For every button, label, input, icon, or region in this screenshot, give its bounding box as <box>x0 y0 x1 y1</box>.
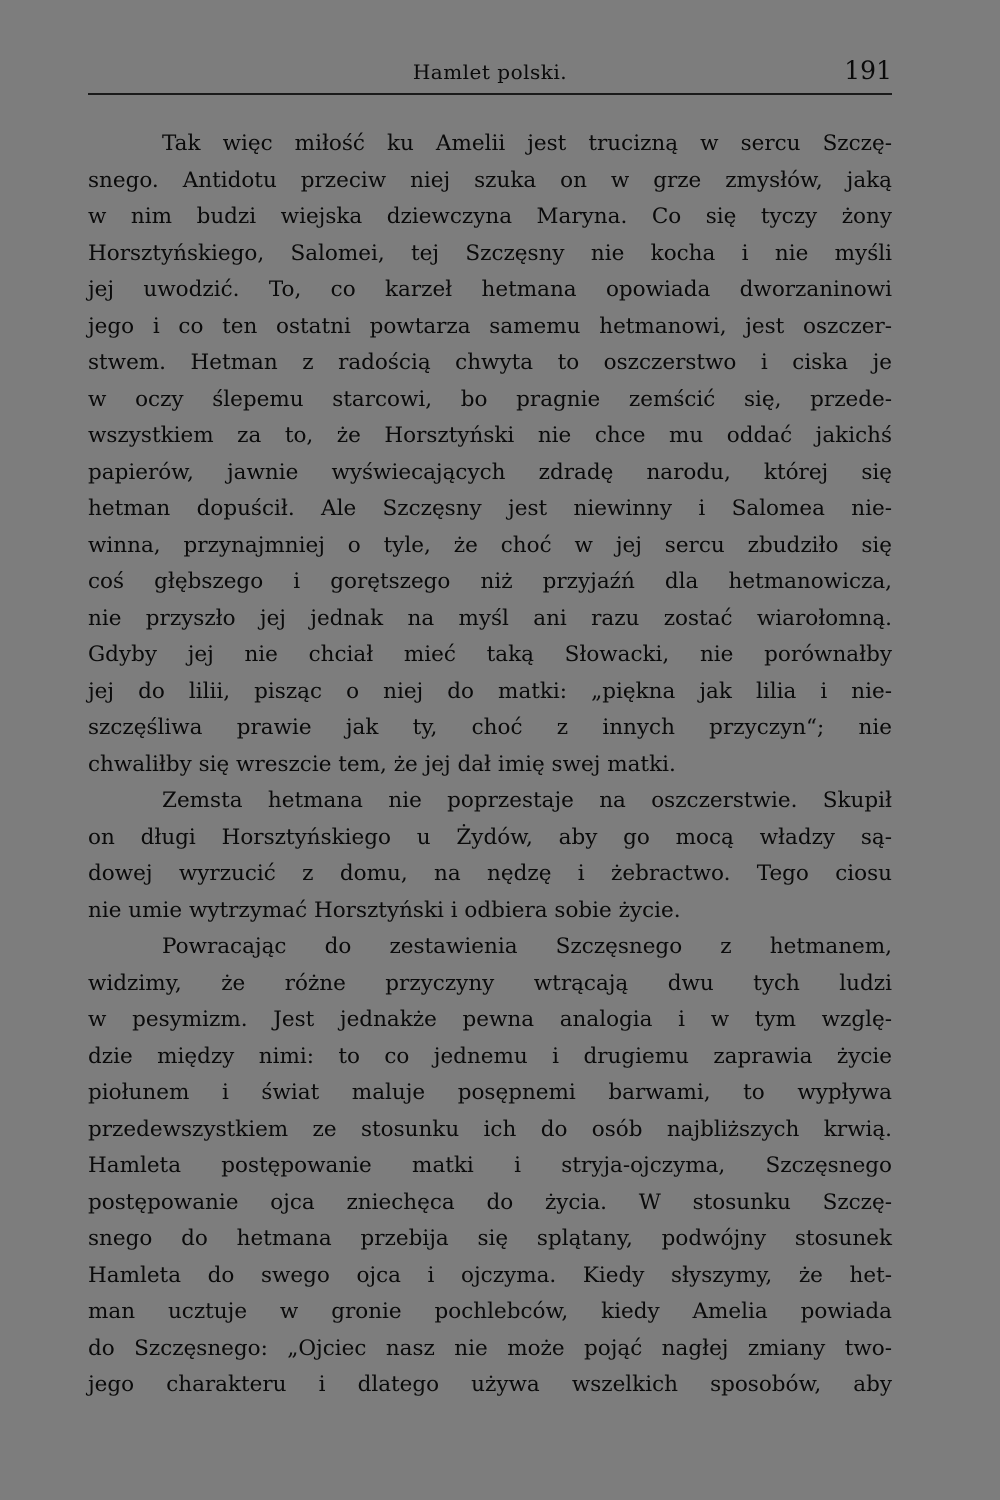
text-line: jego i co ten ostatni powtarza samemu hetmanowi, jest oszczer- <box>88 313 892 339</box>
text-line: nie przyszło jej jednak na myśl ani razu zostać wiarołomną. <box>88 605 892 631</box>
text-line: szczęśliwa prawie jak ty, choć z innych przyczyn“; nie <box>88 715 892 740</box>
text-line: jej uwodzić. To, co karzeł hetmana opowiada dworzaninowi <box>88 277 892 302</box>
page-number: 191 <box>844 56 892 85</box>
text-line: Tak więc miłość ku Amelii jest trucizną w sercu Szczę- <box>162 131 892 156</box>
text-line: man ucztuje w gronie pochlebców, kiedy Amelia powiada <box>88 1299 892 1324</box>
text-line: piołunem i świat maluje posępnemi barwami, to wypływa <box>88 1080 892 1105</box>
text-line: Gdyby jej nie chciał mieć taką Słowacki, nie porównałby <box>88 642 892 667</box>
text-line: w oczy ślepemu starcowi, bo pragnie zemścić się, przede- <box>88 386 892 412</box>
text-line: w nim budzi wiejska dziewczyna Maryna. Co się tyczy żony <box>88 204 892 229</box>
text-line: nie umie wytrzymać Horsztyński i odbiera sobie życie. <box>88 897 681 923</box>
body-text <box>88 126 892 1404</box>
text-line: w pesymizm. Jest jednakże pewna analogia i w tym wzglę- <box>88 1007 892 1032</box>
text-line: Powracając do zestawienia Szczęsnego z hetmanem, <box>162 934 892 959</box>
text-line: widzimy, że różne przyczyny wtrącają dwu tych ludzi <box>88 970 892 996</box>
text-line: coś głębszego i gorętszego niż przyjaźń dla hetmanowicza, <box>88 569 892 594</box>
text-line: stwem. Hetman z radością chwyta to oszczerstwo i ciska je <box>88 350 892 375</box>
text-line: Zemsta hetmana nie poprzestaje na oszczerstwie. Skupił <box>162 788 892 813</box>
text-line: hetman dopuścił. Ale Szczęsny jest niewinny i Salomea nie- <box>88 496 892 521</box>
header-rule <box>88 93 892 95</box>
text-line: dzie między nimi: to co jednemu i drugiemu zaprawia życie <box>88 1043 892 1069</box>
text-line: Hamleta do swego ojca i ojczyma. Kiedy słyszymy, że het- <box>88 1262 892 1288</box>
text-line: do Szczęsnego: „Ojciec nasz nie może pojąć nagłej zmiany two- <box>88 1335 892 1361</box>
text-line: dowej wyrzucić z domu, na nędzę i żebractwo. Tego ciosu <box>88 861 892 886</box>
text-line: winna, przynajmniej o tyle, że choć w jej sercu zbudziło się <box>88 532 892 558</box>
text-line: Horsztyńskiego, Salomei, tej Szczęsny nie kocha i nie myśli <box>88 240 892 266</box>
text-line: papierów, jawnie wyświecających zdradę narodu, której się <box>88 459 892 485</box>
text-line: przedewszystkiem ze stosunku ich do osób najbliższych krwią. <box>88 1116 892 1142</box>
text-line: chwaliłby się wreszcie tem, że jej dał imię swej matki. <box>88 751 676 777</box>
text-line: on długi Horsztyńskiego u Żydów, aby go mocą władzy są- <box>88 824 892 850</box>
text-line: jej do lilii, pisząc o niej do matki: „piękna jak lilia i nie- <box>88 678 892 704</box>
running-head <box>88 54 892 90</box>
text-line: wszystkiem za to, że Horsztyński nie chce mu oddać jakichś <box>88 423 892 448</box>
text-line: jego charakteru i dlatego używa wszelkich sposobów, aby <box>88 1372 892 1397</box>
text-line: postępowanie ojca zniechęca do życia. W stosunku Szczę- <box>88 1189 892 1215</box>
text-line: Hamleta postępowanie matki i stryja-ojczyma, Szczęsnego <box>88 1153 892 1178</box>
running-title: Hamlet polski. <box>412 60 568 84</box>
text-line: snego do hetmana przebija się splątany, podwójny stosunek <box>88 1226 892 1251</box>
text-line: snego. Antidotu przeciw niej szuka on w grze zmysłów, jaką <box>88 167 892 193</box>
